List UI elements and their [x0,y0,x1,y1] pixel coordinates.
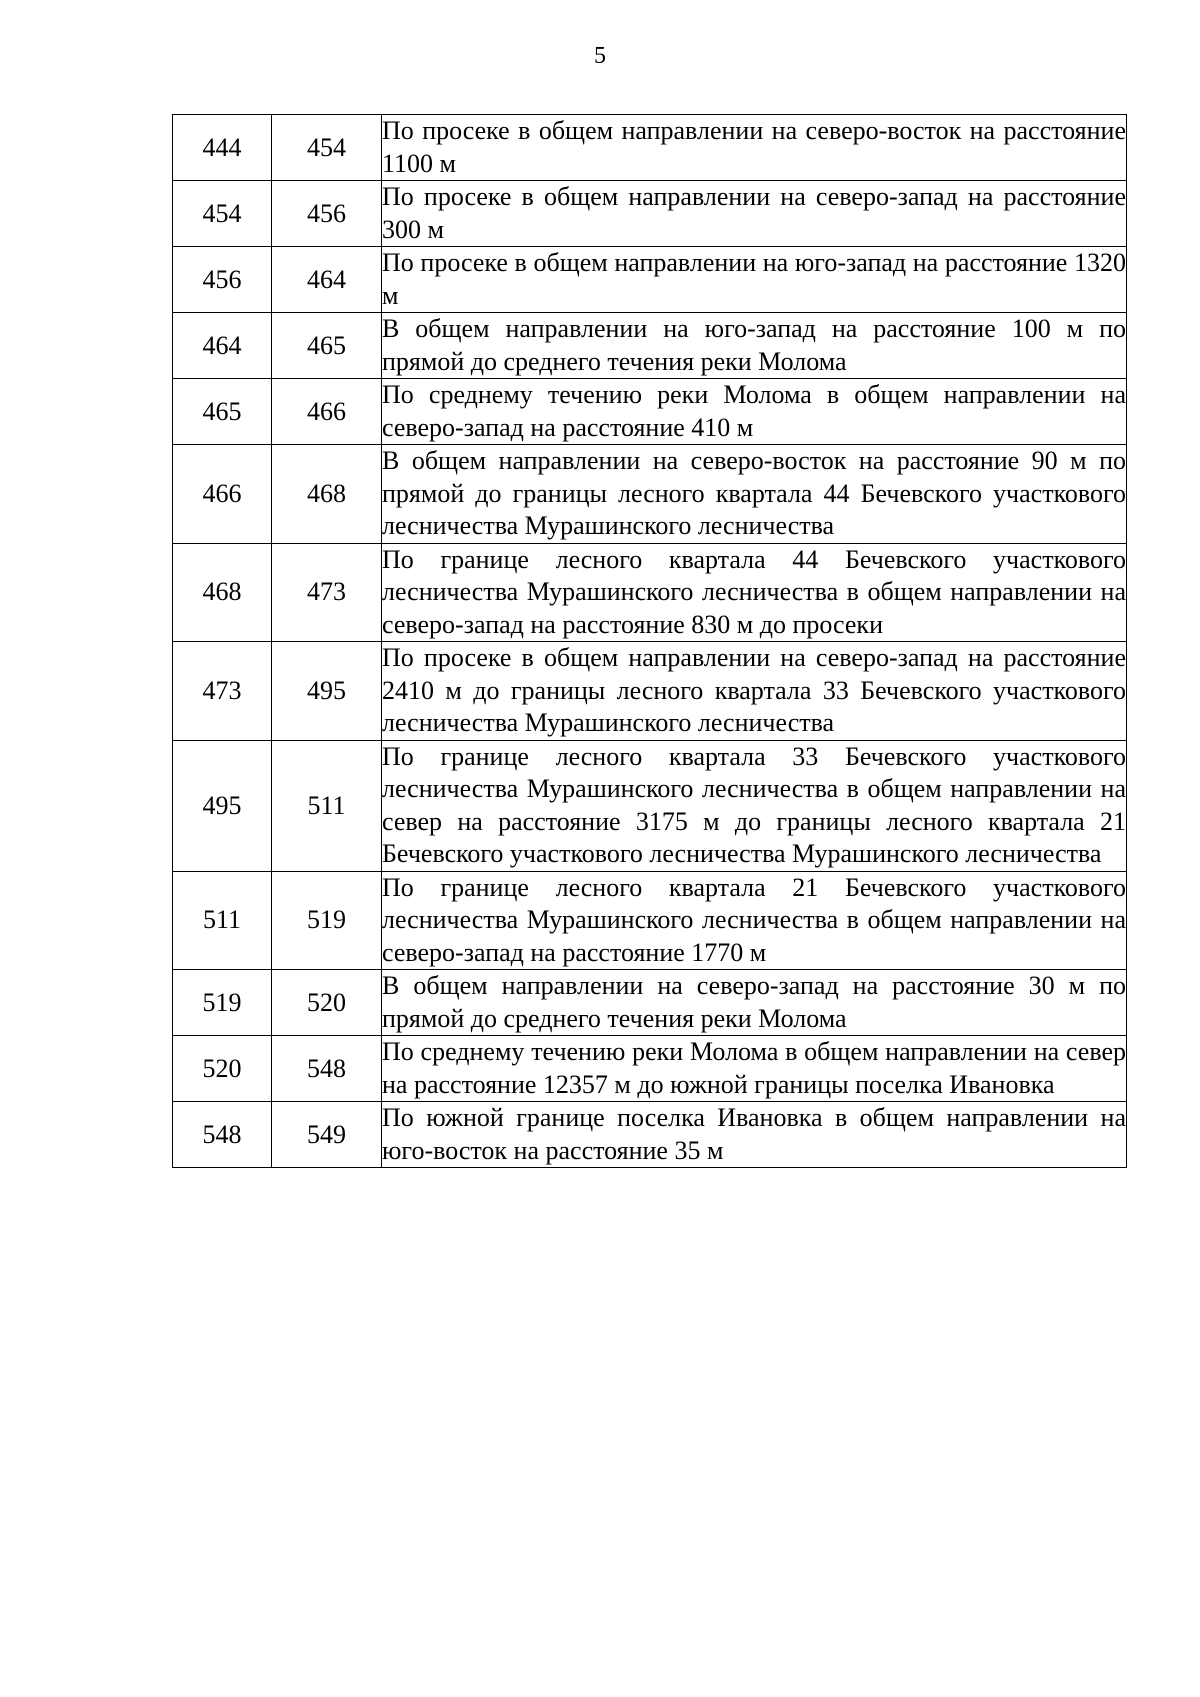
table-row [173,247,1127,313]
boundary-description: По границе лесного квартала 21 Бечевского участкового лесничества Мурашинского лесничества в общем направлении на северо-запад на расстояние 1770 м [382,871,1127,970]
point-to: 465 [272,313,382,379]
boundary-description: По среднему течению реки Молома в общем направлении на северо-запад на расстояние 410 м [382,379,1127,445]
table-row [173,445,1127,544]
table-row [173,1102,1127,1168]
table-row [173,871,1127,970]
boundary-description: По просеке в общем направлении на северо-восток на расстояние 1100 м [382,115,1127,181]
point-to: 473 [272,543,382,642]
point-from: 466 [173,445,272,544]
point-from: 495 [173,740,272,871]
point-to: 548 [272,1036,382,1102]
boundary-description: По среднему течению реки Молома в общем направлении на север на расстояние 12357 м до южной границы поселка Ивановка [382,1036,1127,1102]
point-to: 549 [272,1102,382,1168]
boundary-description: По просеке в общем направлении на северо-запад на расстояние 300 м [382,181,1127,247]
point-from: 511 [173,871,272,970]
point-to: 520 [272,970,382,1036]
table-row [173,115,1127,181]
point-from: 464 [173,313,272,379]
boundary-description: По просеке в общем направлении на юго-запад на расстояние 1320 м [382,247,1127,313]
table-row [173,642,1127,741]
point-to: 495 [272,642,382,741]
boundary-table [172,114,1127,1168]
point-to: 464 [272,247,382,313]
table-row [173,313,1127,379]
point-to: 466 [272,379,382,445]
point-from: 548 [173,1102,272,1168]
boundary-description: По границе лесного квартала 44 Бечевского участкового лесничества Мурашинского лесничества в общем направлении на северо-запад на расстояние 830 м до просеки [382,543,1127,642]
table-row [173,543,1127,642]
table-row [173,181,1127,247]
point-to: 511 [272,740,382,871]
point-to: 454 [272,115,382,181]
point-from: 444 [173,115,272,181]
point-to: 519 [272,871,382,970]
table-row [173,740,1127,871]
point-from: 519 [173,970,272,1036]
table-row [173,379,1127,445]
point-from: 454 [173,181,272,247]
point-from: 520 [173,1036,272,1102]
boundary-description: В общем направлении на северо-восток на расстояние 90 м по прямой до границы лесного квартала 44 Бечевского участкового лесничества Мурашинского лесничества [382,445,1127,544]
boundary-description: В общем направлении на юго-запад на расстояние 100 м по прямой до среднего течения реки Молома [382,313,1127,379]
boundary-description: По просеке в общем направлении на северо-запад на расстояние 2410 м до границы лесного квартала 33 Бечевского участкового лесничества Мурашинского лесничества [382,642,1127,741]
point-from: 468 [173,543,272,642]
point-from: 456 [173,247,272,313]
boundary-description: В общем направлении на северо-запад на расстояние 30 м по прямой до среднего течения реки Молома [382,970,1127,1036]
point-to: 468 [272,445,382,544]
point-from: 473 [173,642,272,741]
table-row [173,1036,1127,1102]
point-from: 465 [173,379,272,445]
point-to: 456 [272,181,382,247]
boundary-description: По границе лесного квартала 33 Бечевского участкового лесничества Мурашинского лесничества в общем направлении на север на расстояние 3175 м до границы лесного квартала 21 Бечевского участкового лесничества Мурашинского лесничества [382,740,1127,871]
table-row [173,970,1127,1036]
page-number: 5 [594,43,606,69]
boundary-description: По южной границе поселка Ивановка в общем направлении на юго-восток на расстояние 35 м [382,1102,1127,1168]
